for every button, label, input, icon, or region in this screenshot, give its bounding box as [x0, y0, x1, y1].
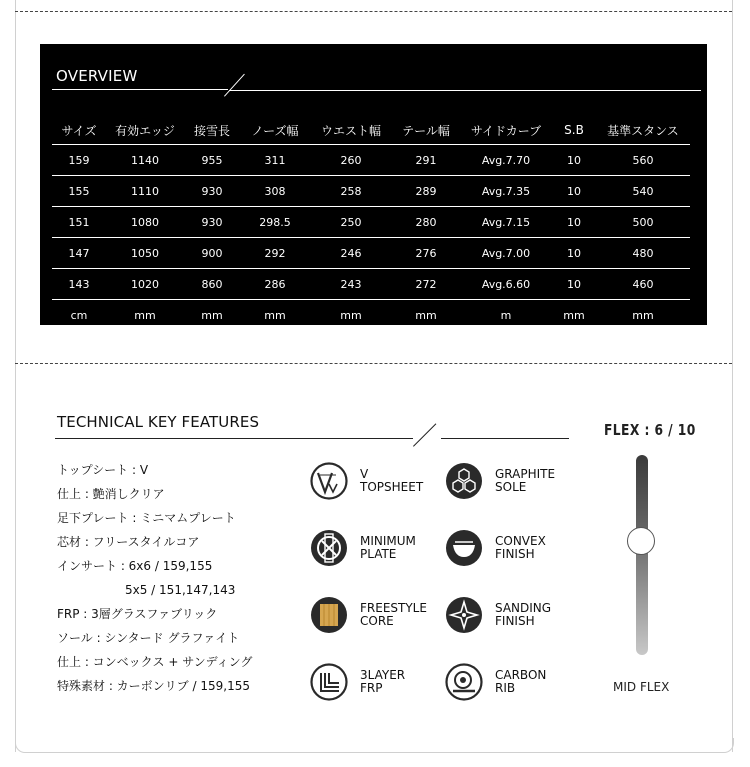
3layer-frp-icon — [310, 663, 348, 701]
table-cell: 159 — [52, 145, 106, 176]
feature-label: V TOPSHEET — [360, 467, 424, 494]
table-cell: 276 — [392, 238, 460, 269]
unit-cell: cm — [70, 308, 88, 322]
technical-title-rule — [441, 438, 569, 439]
carbon-rib-icon — [445, 663, 483, 701]
table-cell: 540 — [596, 176, 690, 207]
spec-item: ソール : シンタード グラファイト — [57, 631, 240, 645]
unit-cell: mm — [201, 308, 223, 322]
spec-item: 足下プレート : ミニマムプレート — [57, 511, 236, 525]
column-header: サイズ — [52, 116, 106, 145]
table-cell: 900 — [184, 238, 240, 269]
table-cell: 10 — [552, 176, 596, 207]
frame-right-border — [732, 0, 733, 752]
feature-v-topsheet — [310, 462, 423, 500]
table-cell: 246 — [310, 238, 392, 269]
table-cell: 143 — [52, 269, 106, 300]
unit-cell: mm — [632, 308, 654, 322]
table-cell: 460 — [596, 269, 690, 300]
table-cell: 10 — [552, 269, 596, 300]
spec-item: トップシート : V — [57, 463, 149, 477]
table-cell: 291 — [392, 145, 460, 176]
table-cell: 155 — [52, 176, 106, 207]
flex-caption: MID FLEX — [613, 680, 670, 694]
feature-minimum-plate — [310, 529, 416, 567]
table-cell: 500 — [596, 207, 690, 238]
table-cell: 286 — [240, 269, 310, 300]
feature-label: CONVEX FINISH — [495, 534, 546, 561]
v-topsheet-icon — [310, 462, 348, 500]
middle-dashed-divider — [15, 363, 732, 364]
unit-cell: mm — [340, 308, 362, 322]
table-row — [52, 145, 690, 176]
technical-title: TECHNICAL KEY FEATURES — [57, 413, 260, 431]
table-cell: 1140 — [106, 145, 184, 176]
table-cell: 930 — [184, 207, 240, 238]
feature-label: 3LAYER FRP — [360, 668, 406, 695]
feature-label: GRAPHITE SOLE — [495, 467, 556, 494]
feature-sanding-finish — [445, 596, 551, 634]
unit-cell: m — [500, 308, 512, 322]
spec-table-header — [52, 116, 690, 145]
unit-cell: mm — [264, 308, 286, 322]
table-cell: 955 — [184, 145, 240, 176]
table-cell: Avg.7.35 — [460, 176, 552, 207]
table-row — [52, 176, 690, 207]
feature-graphite-sole — [445, 462, 555, 500]
table-cell: 147 — [52, 238, 106, 269]
column-header: 接雪長 — [184, 116, 240, 145]
overview-title-slash — [224, 74, 245, 97]
column-header: 基準スタンス — [596, 116, 690, 145]
spec-item: 5x5 / 151,147,143 — [125, 583, 236, 597]
table-cell: 250 — [310, 207, 392, 238]
feature-label: FREESTYLE CORE — [360, 601, 427, 628]
frame-left-border — [15, 0, 16, 752]
table-cell: 308 — [240, 176, 310, 207]
overview-title-underline — [52, 89, 228, 90]
overview-title: OVERVIEW — [56, 67, 138, 85]
feature-carbon-rib — [445, 663, 546, 701]
column-header: テール幅 — [392, 116, 460, 145]
table-cell: 258 — [310, 176, 392, 207]
flex-slider-track — [636, 455, 648, 655]
sanding-finish-icon — [445, 596, 483, 634]
spec-item: FRP : 3層グラスファブリック — [57, 607, 218, 621]
table-cell: 480 — [596, 238, 690, 269]
table-cell: Avg.7.15 — [460, 207, 552, 238]
technical-title-slash — [413, 423, 436, 446]
spec-table-body — [52, 145, 690, 331]
table-cell: Avg.7.00 — [460, 238, 552, 269]
table-cell: 1020 — [106, 269, 184, 300]
column-header: S.B — [552, 116, 596, 145]
table-cell: Avg.6.60 — [460, 269, 552, 300]
technical-spec-list — [57, 460, 252, 700]
spec-item: 特殊素材 : カーボンリブ / 159,155 — [57, 679, 250, 693]
table-cell: 1110 — [106, 176, 184, 207]
table-row — [52, 207, 690, 238]
column-header: ノーズ幅 — [240, 116, 310, 145]
table-cell: 260 — [310, 145, 392, 176]
feature-label: SANDING FINISH — [495, 601, 552, 628]
table-cell: 151 — [52, 207, 106, 238]
table-cell: 10 — [552, 207, 596, 238]
graphite-sole-icon — [445, 462, 483, 500]
table-cell: 289 — [392, 176, 460, 207]
table-row — [52, 269, 690, 300]
overview-title-rule — [229, 90, 701, 91]
top-dashed-divider — [15, 11, 732, 12]
feature-label: CARBON RIB — [495, 668, 547, 695]
spec-item: 芯材 : フリースタイルコア — [57, 535, 200, 549]
table-cell: 311 — [240, 145, 310, 176]
table-cell: Avg.7.70 — [460, 145, 552, 176]
table-cell: 292 — [240, 238, 310, 269]
flex-rating-title: FLEX : 6 / 10 — [604, 421, 696, 439]
feature-3layer-frp — [310, 663, 405, 701]
feature-label: MINIMUM PLATE — [360, 534, 416, 561]
spec-item: 仕上 : コンベックス + サンディング — [57, 655, 253, 669]
frame-bottom-border — [15, 738, 734, 753]
unit-cell: mm — [415, 308, 437, 322]
feature-convex-finish — [445, 529, 546, 567]
technical-title-underline — [55, 438, 413, 439]
table-cell: 298.5 — [240, 207, 310, 238]
overview-panel — [40, 44, 707, 325]
table-cell: 272 — [392, 269, 460, 300]
spec-item: インサート : 6x6 / 159,155 — [57, 559, 213, 573]
table-cell: 280 — [392, 207, 460, 238]
spec-table — [52, 116, 690, 330]
spec-item: 仕上 : 艶消しクリア — [57, 487, 165, 501]
table-cell: 560 — [596, 145, 690, 176]
units-row — [52, 300, 690, 331]
convex-finish-icon — [445, 529, 483, 567]
column-header: 有効エッジ — [106, 116, 184, 145]
table-cell: 10 — [552, 238, 596, 269]
column-header: サイドカーブ — [460, 116, 552, 145]
table-cell: 930 — [184, 176, 240, 207]
table-cell: 10 — [552, 145, 596, 176]
table-row — [52, 238, 690, 269]
table-cell: 860 — [184, 269, 240, 300]
unit-cell: mm — [134, 308, 156, 322]
feature-freestyle-core — [310, 596, 427, 634]
column-header: ウエスト幅 — [310, 116, 392, 145]
table-cell: 1050 — [106, 238, 184, 269]
flex-slider-thumb — [627, 527, 655, 555]
table-cell: 1080 — [106, 207, 184, 238]
unit-cell: mm — [563, 308, 585, 322]
freestyle-core-icon — [310, 596, 348, 634]
minimum-plate-icon — [310, 529, 348, 567]
table-cell: 243 — [310, 269, 392, 300]
